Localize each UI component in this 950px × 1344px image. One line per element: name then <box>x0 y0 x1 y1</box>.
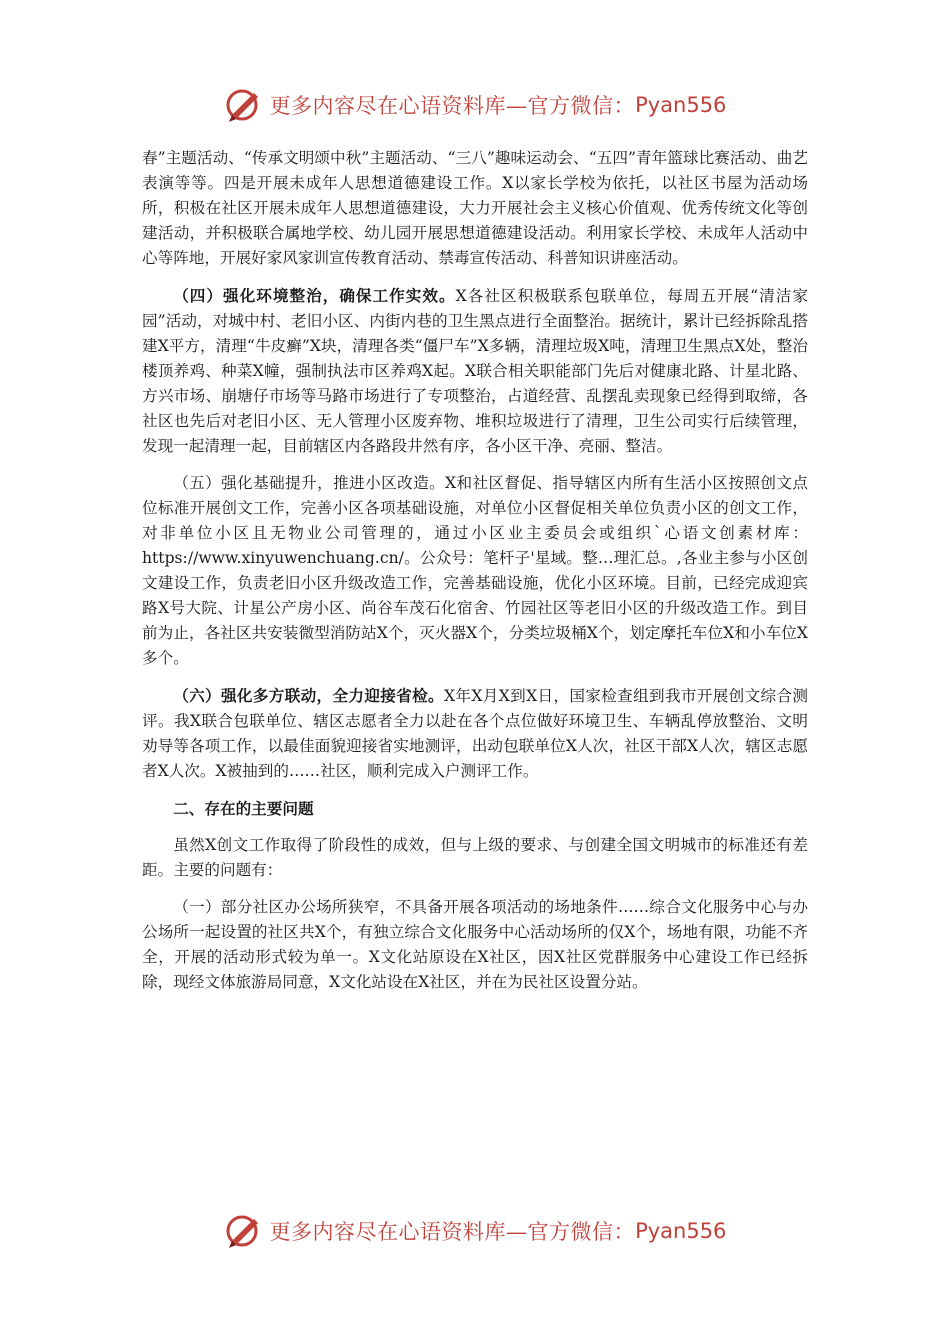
section-heading-problems: 二、存在的主要问题 <box>173 799 314 818</box>
pen-logo-icon <box>224 85 264 125</box>
paragraph-environment <box>142 283 808 459</box>
paragraph-problem-one: （一）部分社区办公场所狭窄，不具备开展各项活动的场地条件……综合文化服务中心与办公场所一起设置的社区共X个，有独立综合文化服务中心活动场所的仅X个，场地有限，功能不齐全，开展的活动形式较为单一。X文化站原设在X社区，因X社区党群服务中心建设工作已经拆除，现经文体旅游局同意，X文化站设在X社区，并在为民社区设置分站。 <box>142 898 808 991</box>
paragraph-problems-intro: 虽然X创文工作取得了阶段性的成效，但与上级的要求、与创建全国文明城市的标准还有差距。主要的问题有： <box>142 836 808 879</box>
paragraph-linkage-body: X年X月X到X日，国家检查组到我市开展创文综合测评。我X联合包联单位、辖区志愿者全力以赴在各个点位做好环境卫生、车辆乱停放整治、文明劝导等各项工作，以最佳面貌迎接省实地测评，出动包联单位X人次，社区干部X人次，辖区志愿者X人次。X被抽到的……社区，顺利完成入户测评工作。 <box>142 687 808 780</box>
banner-wechat-id: Pyan556 <box>635 1219 727 1243</box>
banner-text: 更多内容尽在心语资料库—官方微信： <box>269 94 636 118</box>
paragraph-environment-body: X各社区积极联系包联单位，每周五开展“清洁家园”活动，对城中村、老旧小区、内街内巷的卫生黑点进行全面整治。据统计，累计已经拆除乱搭建X平方，清理“牛皮癣”X块，清理各类“僵尸车”X多辆，清理垃圾X吨，清理卫生黑点X处，整治楼顶养鸡、种菜X幢，强制执法市区养鸡X起。X联合相关职能部门先后对健康北路、计星北路、方兴市场、崩塘仔市场等马路市场进行了专项整治，占道经营、乱摆乱卖现象已经得到取缔，各社区也先后对老旧小区、无人管理小区废弃物、堆积垃圾进行了清理，卫生公司实行后续管理，发现一起清理一起，目前辖区内各路段井然有序，各小区干净、亮丽、整洁。 <box>142 287 808 455</box>
paragraph-community-upgrade: （五）强化基础提升，推进小区改造。X和社区督促、指导辖区内所有生活小区按照创文点位标准开展创文工作，完善小区各项基础设施，对单位小区督促相关单位负责小区的创文工作，对非单位小区且无物业公司管理的，通过小区业主委员会或组织`心语文创素材库：https://www.xinyuwenchuang.cn/。公众号：笔杆子'星域。整…理汇总。,各业主参与小区创文建设工作，负责老旧小区升级改造工作，完善基础设施，优化小区环境。目前，已经完成迎宾路X号大院、计星公产房小区、尚谷车茂石化宿舍、竹园社区等老旧小区的升级改造工作。到目前为止，各社区共安装微型消防站X个，灭火器X个，分类垃圾桶X个，划定摩托车位X和小车位X多个。 <box>142 474 808 667</box>
footer-banner <box>0 1208 950 1254</box>
banner-text: 更多内容尽在心语资料库—官方微信： <box>269 1220 636 1244</box>
header-banner <box>0 82 950 128</box>
paragraph-linkage <box>142 683 808 784</box>
document-body <box>142 146 808 1007</box>
banner-wechat-id: Pyan556 <box>635 93 727 117</box>
pen-logo-icon <box>224 1211 264 1251</box>
paragraph-activities: 春”主题活动、“传承文明颂中秋”主题活动、“三八”趣味运动会、“五四”青年篮球比赛活动、曲艺表演等等。四是开展未成年人思想道德建设工作。X以家长学校为依托，以社区书屋为活动场所，积极在社区开展未成年人思想道德建设，大力开展社会主义核心价值观、优秀传统文化等创建活动，并积极联合属地学校、幼儿园开展思想道德建设活动。利用家长学校、未成年人活动中心等阵地，开展好家风家训宣传教育活动、禁毒宣传活动、科普知识讲座活动。 <box>142 149 808 267</box>
subheading-environment: （四）强化环境整治，确保工作实效。 <box>173 286 456 305</box>
subheading-linkage: （六）强化多方联动，全力迎接省检。 <box>173 686 444 705</box>
